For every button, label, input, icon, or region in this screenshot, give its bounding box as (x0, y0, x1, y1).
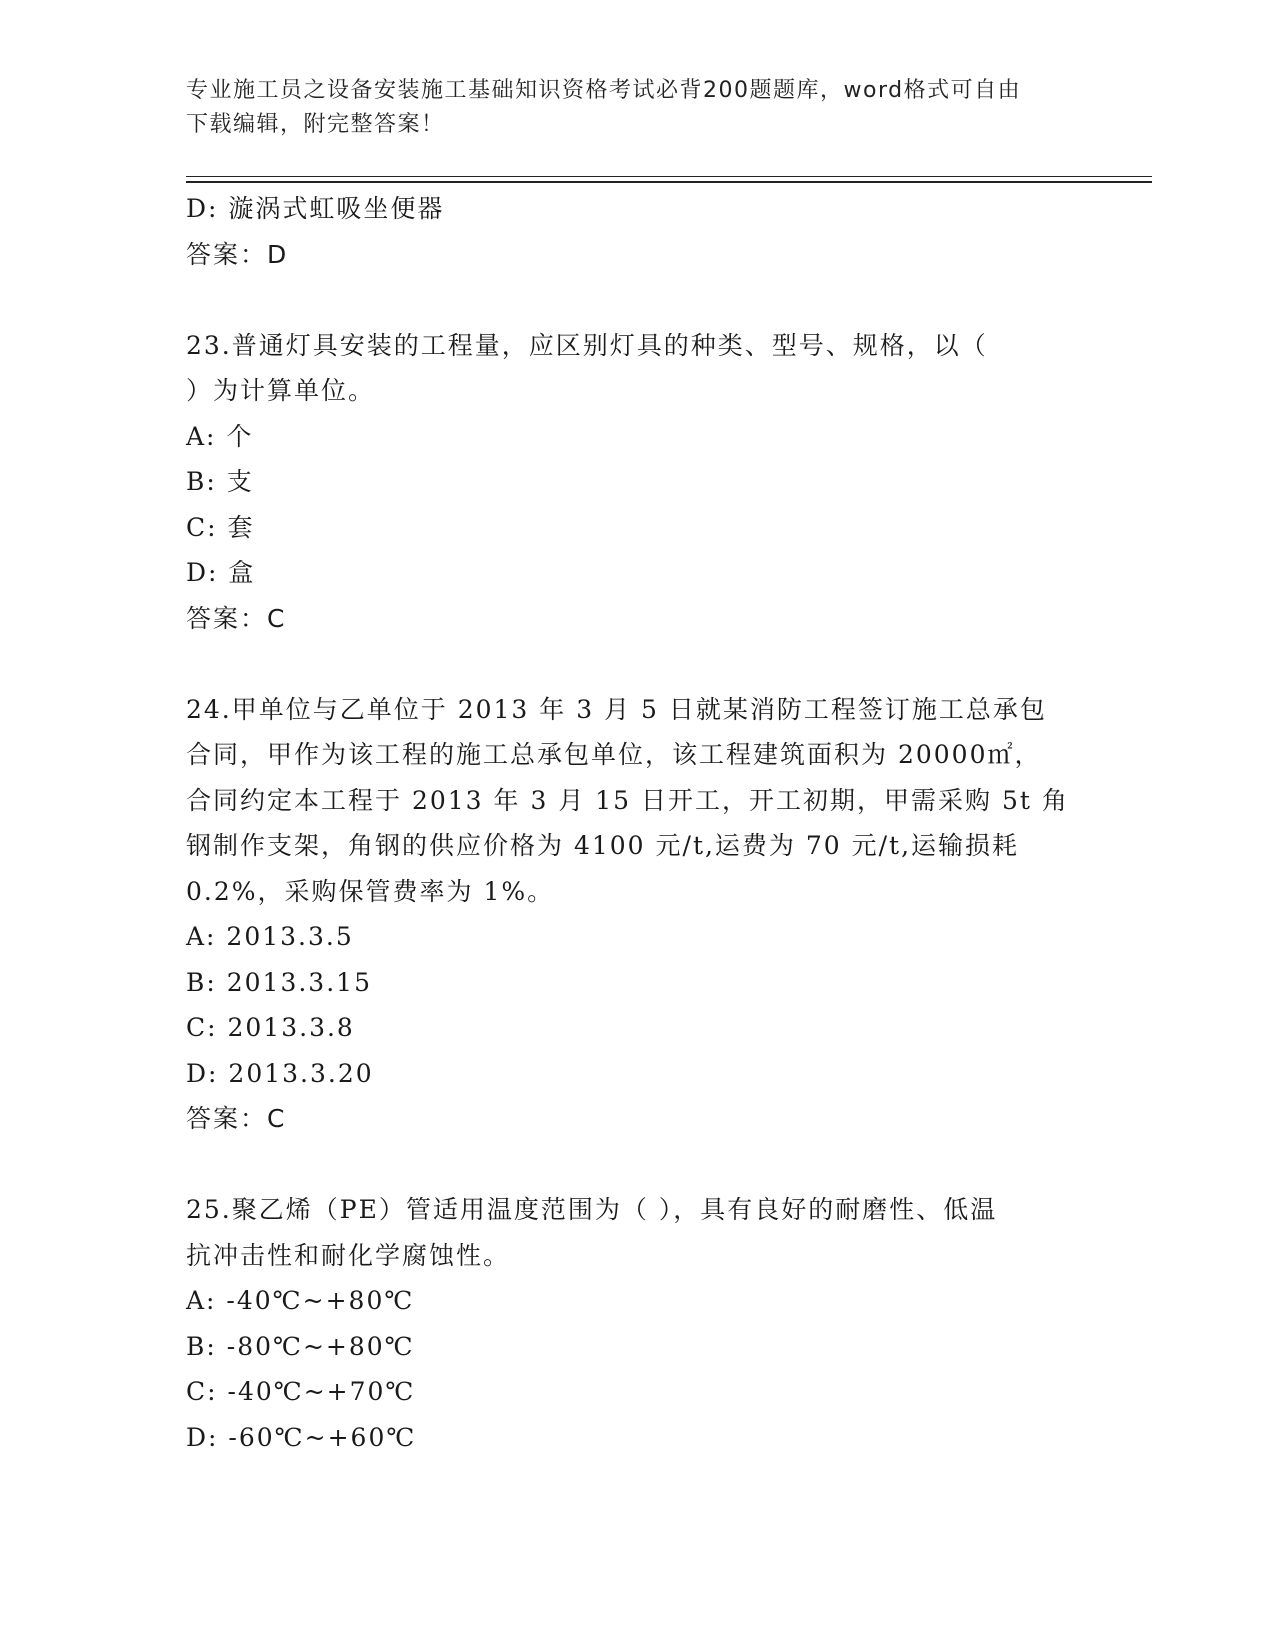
prev-answer: 答案：D (186, 239, 289, 269)
header-divider-thin (186, 176, 1152, 177)
question-25-option-c: C: -40℃~+70℃ (186, 1377, 416, 1406)
prev-option-d: D: 漩涡式虹吸坐便器 (186, 194, 445, 223)
question-24-stem-line-2: 合同，甲作为该工程的施工总承包单位，该工程建筑面积为 20000㎡， (186, 740, 1042, 769)
question-23-option-a: A: 个 (186, 421, 254, 451)
question-23-stem-line-2: ）为计算单位。 (186, 376, 376, 405)
question-24 (186, 687, 1069, 1142)
question-content (186, 186, 1069, 1460)
question-24-stem-line-1: 24.甲单位与乙单位于 2013 年 3 月 5 日就某消防工程签订施工总承包 (186, 694, 1047, 724)
question-25-stem-line-1: 25.聚乙烯（PE）管适用温度范围为（ ），具有良好的耐磨性、低温 (186, 1195, 998, 1224)
header-divider-thick (186, 181, 1152, 183)
question-23-stem-line-1: 23.普通灯具安装的工程量，应区别灯具的种类、型号、规格，以（ (186, 330, 988, 360)
header-line-2: 下载编辑，附完整答案！ (186, 112, 445, 137)
question-23-option-b: B: 支 (186, 467, 254, 496)
question-23 (186, 323, 1066, 642)
question-24-option-c: C: 2013.3.8 (186, 1013, 355, 1042)
question-24-stem-line-5: 0.2%，采购保管费率为 1%。 (186, 876, 555, 906)
question-25-option-d: D: -60℃~+60℃ (186, 1422, 417, 1452)
document-header (186, 74, 1066, 142)
question-24-stem-line-3: 合同约定本工程于 2013 年 3 月 15 日开工，开工初期，甲需采购 5t 角 (186, 785, 1069, 815)
spacer (186, 641, 1066, 687)
question-25 (186, 1187, 1066, 1460)
question-24-option-b: B: 2013.3.15 (186, 967, 372, 997)
header-line-1: 专业施工员之设备安装施工基础知识资格考试必背200题题库，word格式可自由 (186, 78, 1022, 103)
question-25-stem-line-2: 抗冲击性和耐化学腐蚀性。 (186, 1240, 511, 1270)
question-23-answer: 答案：C (186, 603, 287, 633)
question-23-option-c: C: 套 (186, 512, 255, 542)
spacer (186, 1142, 1066, 1188)
question-25-option-a: A: -40℃~+80℃ (186, 1286, 415, 1315)
question-24-answer: 答案：C (186, 1104, 287, 1133)
question-24-option-d: D: 2013.3.20 (186, 1058, 374, 1088)
question-23-option-d: D: 盒 (186, 558, 256, 587)
spacer (186, 277, 1066, 323)
question-24-option-a: A: 2013.3.5 (186, 922, 354, 951)
question-24-stem-line-4: 钢制作支架，角钢的供应价格为 4100 元/t,运费为 70 元/t,运输损耗 (186, 831, 1020, 860)
question-25-option-b: B: -80℃~+80℃ (186, 1331, 415, 1361)
